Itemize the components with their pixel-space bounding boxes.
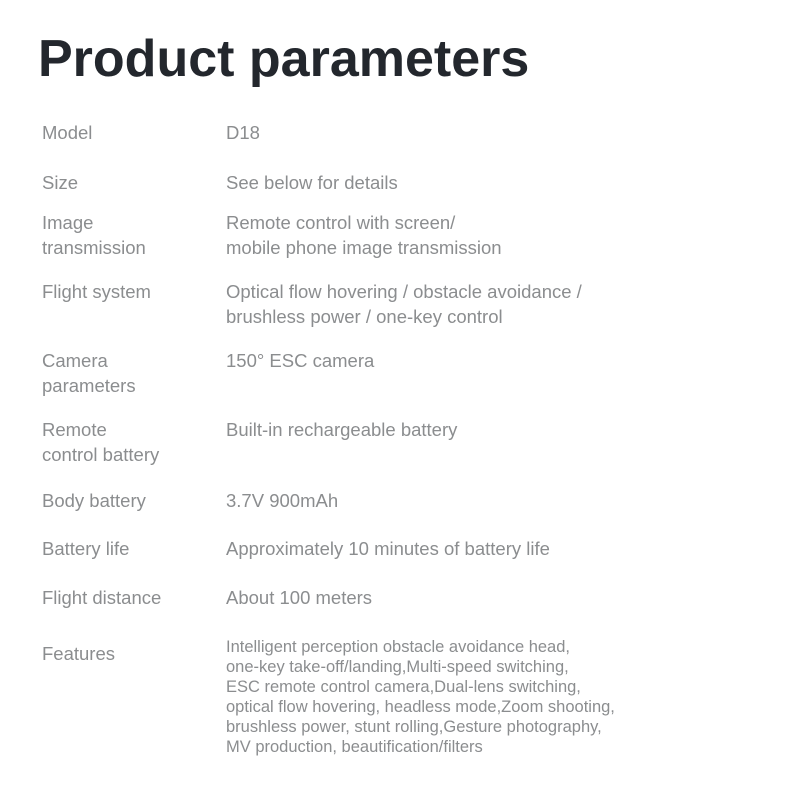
spec-value-line: 150° ESC camera	[226, 350, 375, 371]
spec-value	[226, 348, 374, 373]
spec-value-line: Approximately 10 minutes of battery life	[226, 538, 550, 559]
spec-label-line: Remote	[42, 419, 107, 440]
spec-value	[226, 488, 338, 513]
spec-value-line: 3.7V 900mAh	[226, 490, 339, 511]
spec-value	[226, 417, 457, 442]
spec-row-flight-distance	[42, 585, 762, 610]
spec-label-line: Image	[42, 212, 94, 233]
spec-row-model	[42, 120, 762, 145]
spec-value-line: brushless power / one-key control	[226, 306, 503, 327]
spec-value-line: MV production, beautification/filters	[226, 738, 483, 756]
spec-label	[42, 641, 226, 666]
spec-label	[42, 348, 226, 398]
spec-value-line: Remote control with screen/	[226, 212, 456, 233]
spec-value	[226, 120, 260, 145]
spec-row-battery-life	[42, 536, 762, 561]
spec-value-line: optical flow hovering, headless mode,Zoom shooting,	[226, 698, 615, 716]
spec-value	[226, 536, 550, 561]
spec-label	[42, 585, 226, 610]
spec-label-line: Body battery	[42, 490, 146, 511]
spec-label-line: Flight distance	[42, 587, 162, 608]
spec-value	[226, 170, 398, 195]
spec-row-camera-parameters	[42, 348, 762, 398]
spec-label	[42, 417, 226, 467]
spec-label-line: transmission	[42, 237, 146, 258]
spec-value-line: one-key take-off/landing,Multi-speed switching,	[226, 658, 569, 676]
spec-table	[42, 120, 762, 757]
spec-label	[42, 120, 226, 145]
spec-label-line: Camera	[42, 350, 108, 371]
spec-row-size	[42, 170, 762, 195]
spec-row-remote-control-battery	[42, 417, 762, 467]
spec-row-flight-system	[42, 279, 762, 329]
spec-value-line: Built-in rechargeable battery	[226, 419, 458, 440]
spec-value	[226, 279, 582, 329]
spec-value-line: mobile phone image transmission	[226, 237, 502, 258]
spec-value-line: See below for details	[226, 172, 398, 193]
spec-label-line: Flight system	[42, 281, 151, 302]
spec-label-line: control battery	[42, 444, 160, 465]
spec-value	[226, 210, 502, 260]
spec-value-line: Intelligent perception obstacle avoidance head,	[226, 638, 570, 656]
page-title: Product parameters	[38, 30, 530, 88]
spec-label-line: Battery life	[42, 538, 130, 559]
spec-value	[226, 637, 615, 757]
spec-label-line: Size	[42, 172, 78, 193]
spec-label-line: Features	[42, 643, 116, 664]
spec-label-line: Model	[42, 122, 93, 143]
spec-label	[42, 210, 226, 260]
spec-row-image-transmission	[42, 210, 762, 260]
spec-value-line: D18	[226, 122, 260, 143]
spec-label	[42, 488, 226, 513]
spec-label	[42, 279, 226, 304]
spec-value-line: ESC remote control camera,Dual-lens switching,	[226, 678, 581, 696]
spec-value	[226, 585, 372, 610]
spec-value-line: brushless power, stunt rolling,Gesture photography,	[226, 718, 602, 736]
spec-label-line: parameters	[42, 375, 136, 396]
spec-value-line: Optical flow hovering / obstacle avoidance /	[226, 281, 582, 302]
spec-value-line: About 100 meters	[226, 587, 373, 608]
spec-row-body-battery	[42, 488, 762, 513]
spec-label	[42, 170, 226, 195]
spec-label	[42, 536, 226, 561]
spec-row-features	[42, 638, 762, 757]
